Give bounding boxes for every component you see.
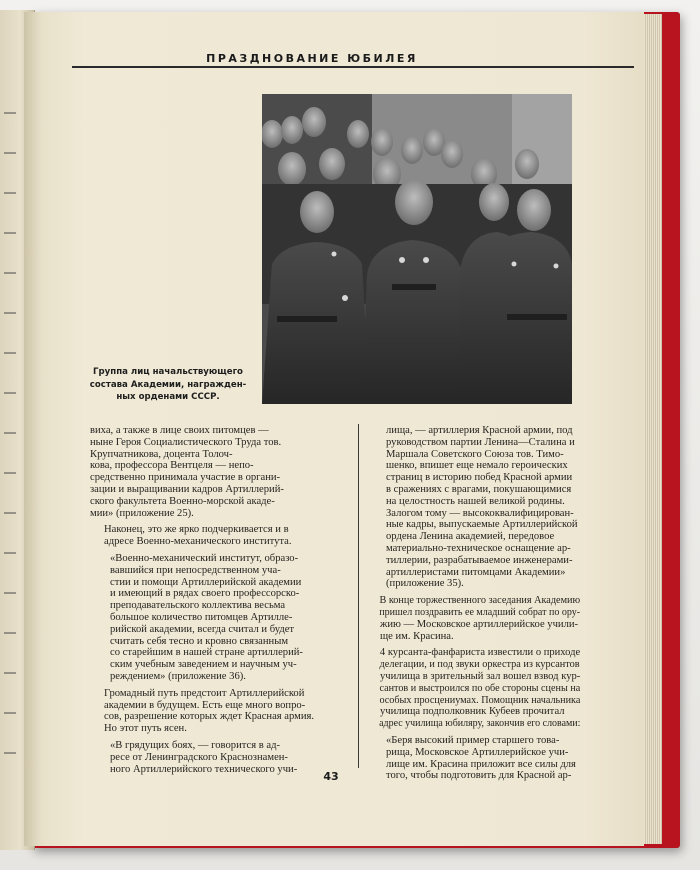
text-line: сантов и выстроился по обе стороны сцены на [379, 682, 581, 694]
text-line: большое количество питомцев Артилле- [110, 611, 293, 623]
text-line: стии и помощи Артиллерийской академии [110, 576, 302, 588]
text-line: того, чтобы подготовить для Красной ар- [386, 770, 572, 782]
text-line: (приложение 35). [386, 578, 464, 590]
text-line: «Военно-механический институт, образо- [110, 552, 299, 564]
running-header: ПРАЗДНОВАНИЕ ЮБИЛЕЯ [206, 52, 418, 65]
page-number: 43 [323, 770, 339, 783]
text-line: материально-техническое оснащение ар- [386, 542, 571, 554]
text-line: ского факультета Военно-морской акаде- [90, 495, 275, 507]
text-line: жию — Московское артиллерийское учили- [380, 618, 579, 630]
paragraph [90, 425, 348, 519]
text-line: зации и выращивании кадров Артиллерий- [90, 483, 284, 495]
caption-line: состава Академии, награжден- [89, 379, 247, 390]
text-line: средственно принимала участие в органи- [90, 472, 281, 484]
header-rule [72, 66, 634, 68]
text-line: рийской академии, всегда считал и будет [110, 623, 295, 635]
text-line: считать себя тесно и кровно связанным [110, 635, 289, 647]
text-line: ресе от Ленинградского Краснознамен- [110, 751, 288, 763]
text-line: Маршала Советского Союза тов. Тимо- [386, 448, 564, 460]
text-line: кова, профессора Вентцеля — непо- [90, 460, 254, 472]
paragraph [90, 553, 348, 683]
text-line: ордена Ленина академией, передовое [386, 531, 555, 543]
text-line: 4 курсанта-фанфариста известили о приходе [379, 647, 581, 659]
left-text-column [90, 425, 348, 780]
text-line: шенко, впишет еще немало героических [386, 460, 568, 472]
text-line: адрес училища юбиляру, закончив его словами: [379, 718, 581, 730]
caption-line: ных орденами СССР. [116, 392, 220, 402]
text-line: училища в зрительный зал вошел взвод кур- [380, 670, 581, 682]
text-line: со старейшим в нашей стране артиллерий- [110, 647, 303, 659]
photo-caption [80, 366, 256, 404]
text-line: делегации, и под звуки оркестра из курсантов [379, 659, 580, 671]
text-line: реждением» (приложение 36). [110, 670, 246, 682]
text-line: Но этот путь ясен. [104, 723, 187, 735]
text-line: «В грядущих боях, — говорится в ад- [110, 739, 281, 751]
paragraph [366, 647, 580, 730]
paragraph [366, 425, 580, 590]
text-line: лища, — артиллерия Красной армии, под [386, 425, 573, 436]
text-line: руководством партии Ленина—Сталина и [386, 436, 575, 448]
text-line: вавшийся при непосредственном уча- [110, 564, 281, 576]
text-line: в сражениях с врагами, покушающимися [386, 483, 572, 495]
text-line: ским учебным заведением и научным уч- [110, 659, 297, 671]
text-line: на целостность нашей великой родины. [386, 495, 565, 507]
text-line: пришел поздравить ее младший собрат по ору- [379, 606, 581, 618]
paragraph [90, 740, 348, 775]
text-line: училища подполковник Кубеев прочитал [380, 706, 565, 718]
caption-line: Группа лиц начальствующего [93, 367, 243, 377]
paragraph [366, 735, 580, 782]
text-line: виха, а также в лице своих питомцев — [90, 425, 269, 436]
text-line: В конце торжественного заседания Академию [379, 595, 581, 607]
text-line: академии в будущем. Есть еще много вопро- [104, 699, 306, 711]
text-line: преподавательского коллектива весьма [110, 600, 286, 612]
text-line: лище им. Красина приложит все силы для [386, 758, 576, 770]
paragraph [90, 524, 348, 548]
right-text-column [366, 425, 580, 787]
paragraph [90, 688, 348, 735]
text-line: мии» (приложение 25). [90, 507, 194, 519]
group-photo [262, 94, 572, 404]
text-line: адресе Военно-механического института. [104, 536, 292, 548]
text-line: артиллеристами питомцами Академии» [386, 566, 566, 578]
text-line: особых просцениумах. Помощник начальника [379, 694, 581, 706]
text-line: Крупчатникова, доцента Толоч- [90, 448, 233, 460]
text-line: ные кадры, выпускаемые Артиллерийской [386, 519, 578, 531]
text-line: страниц в историю побед Красной армии [386, 472, 573, 484]
text-line: ще им. Красина. [380, 630, 454, 642]
paragraph [366, 595, 580, 642]
text-line: и имеющий в рядах своего профессорско- [110, 588, 300, 600]
text-line: сов, разрешение которых ждет Красная армия. [104, 711, 315, 723]
text-line: Громадный путь предстоит Артиллерийской [104, 687, 305, 699]
text-line: тиллерии, разрабатываемое инженерами- [386, 554, 573, 566]
text-line: Наконец, это же ярко подчеркивается и в [104, 524, 289, 536]
column-rule [358, 424, 359, 768]
text-line: ныне Героя Социалистического Труда тов. [90, 436, 282, 448]
text-line: «Беря высокий пример старшего това- [386, 734, 560, 746]
text-line: ного Артиллерийского технического учи- [110, 763, 298, 775]
text-line: рища, Московское Артиллерийское учи- [386, 746, 569, 758]
text-line: Залогом тому — высококвалифицирован- [386, 507, 574, 519]
